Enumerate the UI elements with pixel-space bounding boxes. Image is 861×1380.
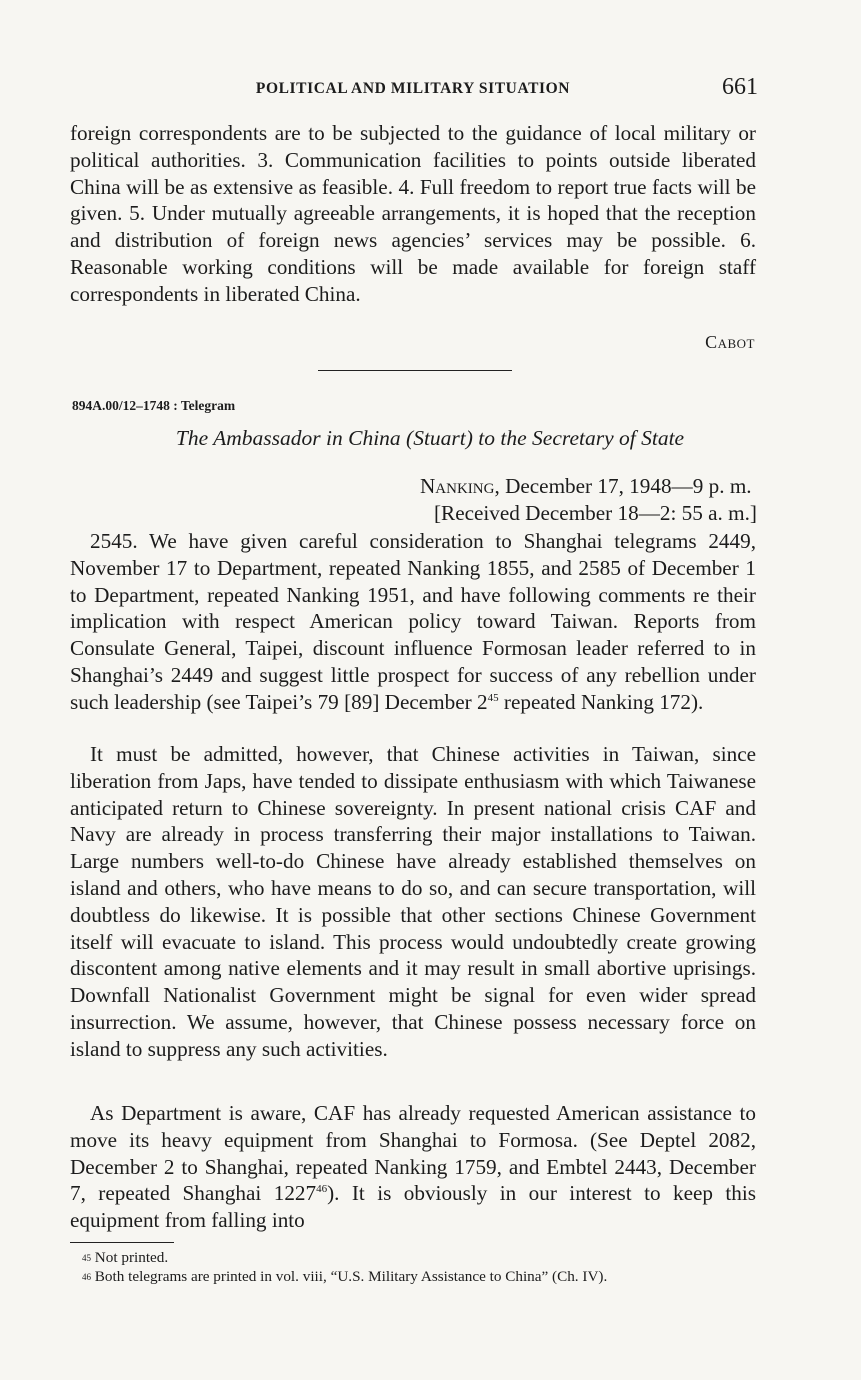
body-paragraph-3 [70, 1100, 756, 1234]
p3-text: As Department is aware, CAF has already requested American assistance to move its heavy equipment from Shanghai to Formosa. (See Deptel 2082, December 2 to Shanghai, repeated Nanking 1759, and Embtel 2443, December 7, repeated Shanghai 1227 [70, 1101, 756, 1206]
page-number: 661 [722, 74, 758, 100]
footnote-46-text: Both telegrams are printed in vol. viii, “U.S. Military Assistance to China” (Ch. IV). [94, 1268, 608, 1285]
footnote-45-mark: 45 [82, 1253, 91, 1263]
p3-text-end: ). It is obviously in our interest to keep this equipment from falling into [70, 1181, 756, 1233]
footnote-45 [70, 1249, 768, 1267]
footnote-divider [70, 1242, 174, 1243]
running-head [68, 74, 758, 104]
p1-text: 2545. We have given careful consideration to Shanghai telegrams 2449, November 17 to Department, repeated Nanking 1855, and 2585 of December 1 to Department, repeated Nanking 1951, and have following comments re their implication with respect American policy toward Taiwan. Reports from Consulate General, Taipei, discount influence Formosan leader referred to in Shanghai’s 2449 and suggest little prospect for success of any rebellion under such leadership (see Taipei’s 79 [89] December 2 [70, 529, 756, 714]
body-paragraph-2: It must be admitted, however, that Chinese activities in Taiwan, since liberation from Japs, have tended to dissipate enthusiasm with which Taiwanese anticipated return to Chinese sovereignty. In present national crisis CAF and Navy are already in process transferring their major installations to Taiwan. Large numbers well-to-do Chinese have already established themselves on island and others, who have means to do so, and can secure transportation, will doubtless do likewise. It is possible that other sections Chinese Government itself will evacuate to island. This process would undoubtedly create growing discontent among native elements and it may result in small abortive uprisings. Downfall Nationalist Government might be signal for even wider spread insurrection. We assume, however, that Chinese possess necessary force on island to suppress any such activities. [70, 742, 756, 1061]
received-line: [Received December 18—2: 55 a. m.] [434, 501, 757, 525]
file-reference: 894A.00/12–1748 : Telegram [72, 398, 236, 413]
p1-text-end: repeated Nanking 172). [498, 689, 704, 714]
section-divider [318, 370, 512, 371]
dateline-city: Nanking, [420, 474, 500, 498]
dateline-date: December 17, 1948—9 p. m. [505, 474, 752, 498]
dateline [420, 473, 757, 527]
document-heading: The Ambassador in China (Stuart) to the Secretary of State [175, 426, 685, 450]
footnote-ref-46: 46 [316, 1183, 328, 1196]
footnote-46 [70, 1268, 756, 1286]
footnote-ref-45: 45 [487, 691, 499, 704]
running-head-title: POLITICAL AND MILITARY SITUATION [255, 80, 571, 97]
footnote-45-text: Not printed. [94, 1249, 169, 1266]
body-paragraph-1 [70, 528, 756, 716]
signature-cabot: Cabot [705, 332, 755, 352]
continuation-paragraph: foreign correspondents are to be subjected to the guidance of local military or political authorities. 3. Communication facilities to points outside liberated China will be as extensive as feasible. 4. Full freedom to report true facts will be given. 5. Under mutually agreeable arrangements, it is hoped that the reception and distribution of foreign news agencies’ services may be possible. 6. Reasonable working conditions will be made available for foreign staff correspondents in liberated China. [70, 121, 756, 306]
footnote-46-mark: 46 [82, 1272, 91, 1282]
